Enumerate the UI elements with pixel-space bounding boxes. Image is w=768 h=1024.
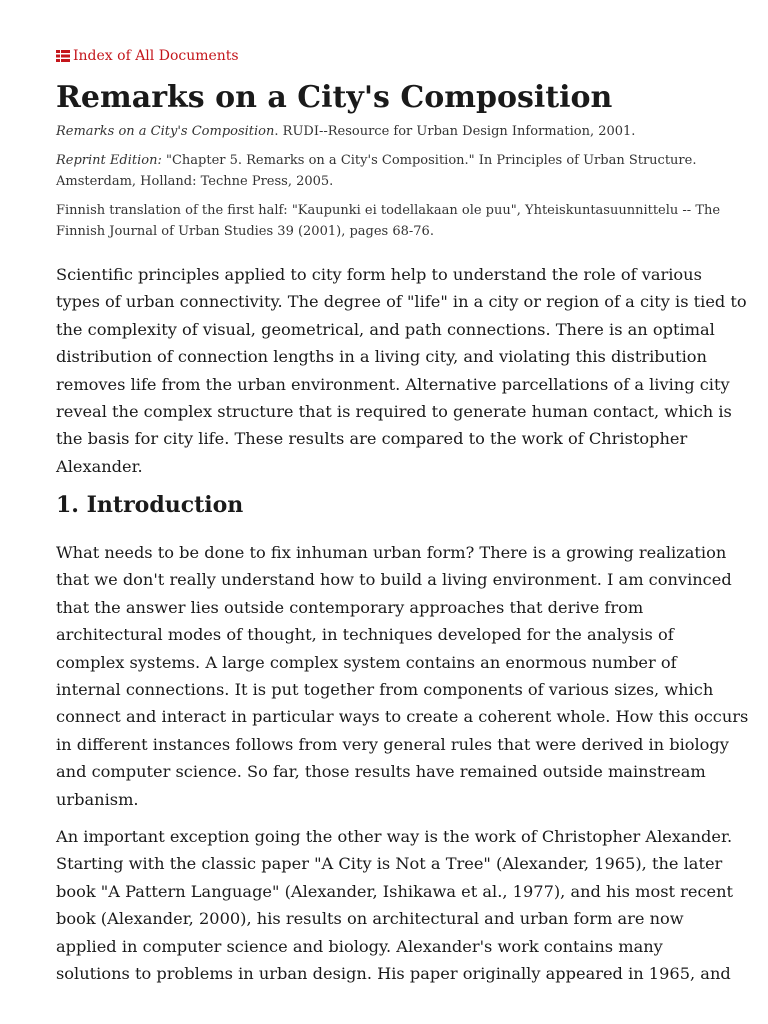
abstract-line: the complexity of visual, geometrical, and path connections. There is an optimal	[56, 319, 715, 339]
paragraph-line: An important exception going the other way is the work of Christopher Alexander.	[56, 827, 733, 846]
translation-line-1: Finnish translation of the first half: "Kaupunki ei todellakaan ole puu", Yhteiskuntasuunnittelu -- The	[56, 203, 721, 218]
paragraph-line: complex systems. A large complex system contains an enormous number of	[56, 652, 677, 672]
abstract-line: types of urban connectivity. The degree of "life" in a city or region of a city is tied to	[56, 292, 747, 312]
paragraph-line: urbanism.	[56, 789, 139, 809]
finnish-translation-note	[56, 200, 721, 242]
paragraph-line: and computer science. So far, those results have remained outside mainstream	[56, 762, 706, 782]
reprint-line-2: Amsterdam, Holland: Techne Press, 2005.	[56, 174, 334, 189]
citation	[56, 121, 712, 142]
paragraph-line: book "A Pattern Language" (Alexander, Ishikawa et al., 1977), and his most recent	[56, 881, 734, 901]
paragraph-line: that the answer lies outside contemporary approaches that derive from	[56, 597, 644, 617]
paragraph-line: What needs to be done to fix inhuman urban form? There is a growing realization	[56, 543, 727, 562]
introduction-paragraph-1	[56, 539, 749, 813]
index-of-all-documents-link[interactable]	[56, 48, 239, 64]
paragraph-line: that we don't really understand how to build a living environment. I am convinced	[56, 570, 732, 590]
abstract-line: removes life from the urban environment. Alternative parcellations of a living city	[56, 374, 730, 394]
paragraph-line: Starting with the classic paper "A City is Not a Tree" (Alexander, 1965), the later	[56, 854, 723, 874]
paragraph-line: in different instances follows from very general rules that were derived in biology	[56, 734, 729, 754]
abstract-line: Alexander.	[56, 456, 143, 476]
citation-title: Remarks on a City's Composition	[56, 124, 275, 139]
page-title: Remarks on a City's Composition	[56, 80, 613, 115]
paragraph-line: applied in computer science and biology. Alexander's work contains many	[56, 936, 663, 956]
abstract-line: Scientific principles applied to city form help to understand the role of various	[56, 265, 702, 284]
abstract-line: distribution of connection lengths in a living city, and violating this distribution	[56, 347, 707, 367]
translation-line-2: Finnish Journal of Urban Studies 39 (2001), pages 68-76.	[56, 224, 434, 239]
paragraph-line: solutions to problems in urban design. His paper originally appeared in 1965, and	[56, 964, 731, 984]
section-heading-introduction: 1. Introduction	[56, 492, 244, 518]
abstract-line: the basis for city life. These results are compared to the work of Christopher	[56, 429, 688, 449]
citation-source: . RUDI--Resource for Urban Design Information, 2001.	[274, 124, 636, 139]
paragraph-line: internal connections. It is put together from components of various sizes, which	[56, 680, 714, 700]
reprint-label: Reprint Edition:	[56, 153, 162, 168]
abstract-line: reveal the complex structure that is required to generate human contact, which is	[56, 402, 732, 422]
paragraph-line: architectural modes of thought, in techniques developed for the analysis of	[56, 625, 674, 645]
paragraph-line: book (Alexander, 2000), his results on architectural and urban form are now	[56, 909, 684, 929]
index-link-label: Index of All Documents	[73, 48, 239, 64]
paragraph-line: connect and interact in particular ways to create a coherent whole. How this occurs	[56, 707, 749, 727]
introduction-paragraph-2	[56, 823, 734, 987]
reprint-edition	[56, 150, 712, 192]
reprint-line-1: "Chapter 5. Remarks on a City's Composition." In Principles of Urban Structure.	[161, 153, 697, 168]
list-icon	[56, 50, 70, 62]
abstract-paragraph	[56, 261, 747, 480]
